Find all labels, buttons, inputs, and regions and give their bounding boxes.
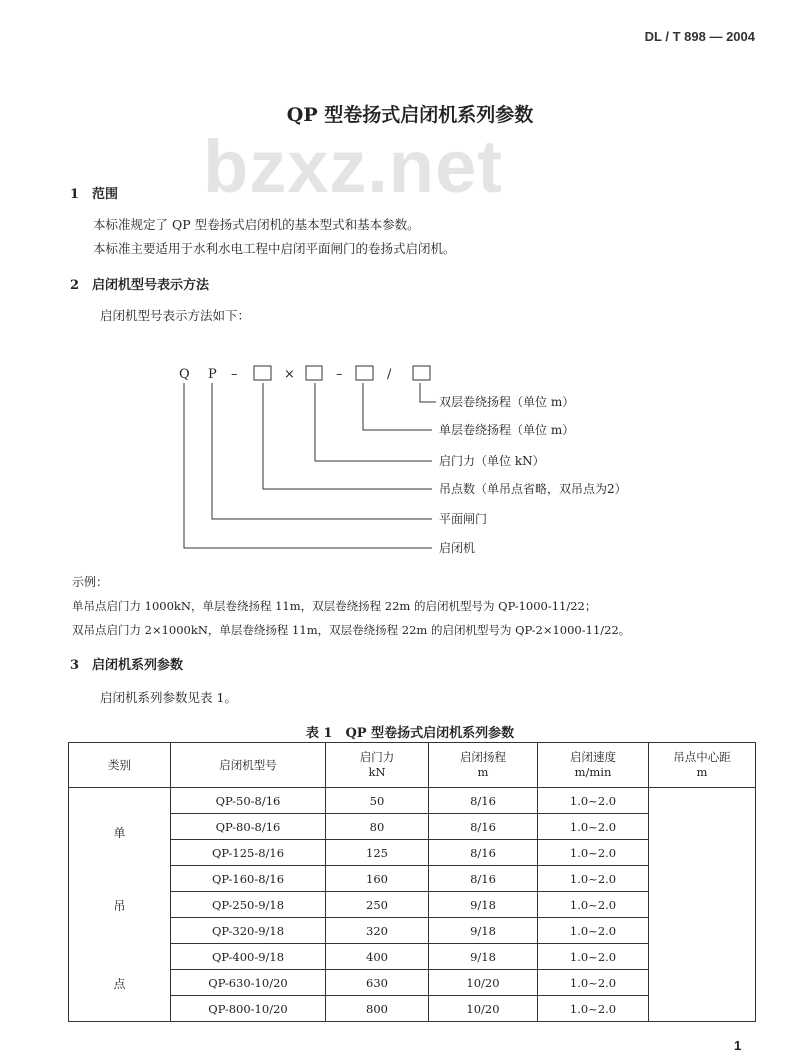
cell-speed: 1.0~2.0: [538, 866, 649, 892]
diagram-dash-2: –: [336, 367, 343, 382]
watermark: bzxz.net: [203, 125, 503, 208]
header-hoist-spacing: [649, 743, 756, 788]
table-row: [69, 788, 756, 814]
label-single-lift: 单层卷绕扬程（单位 m）: [439, 423, 575, 437]
section-number: 1: [70, 187, 80, 202]
header-speed: [538, 743, 649, 788]
parameter-table: [68, 742, 756, 1022]
section-title: 启闭机型号表示方法: [92, 278, 210, 293]
category-char: 吊: [113, 899, 126, 913]
cell-hoist-spacing: [649, 788, 756, 1022]
diagram-dash-1: –: [231, 367, 238, 382]
cell-force: 80: [326, 814, 429, 840]
page-title: QP 型卷扬式启闭机系列参数: [286, 104, 534, 126]
leader-line-gate: [212, 383, 432, 519]
example-line-1: 单吊点启门力 1000kN，单层卷绕扬程 11m，双层卷绕扬程 22m 的启闭机型号为 QP-1000-11/22；: [72, 599, 597, 613]
diagram-times: ×: [284, 367, 295, 382]
diagram-box-hoist-points: [254, 366, 271, 380]
section-3-intro: 启闭机系列参数见表 1。: [100, 690, 237, 705]
header-line: 类别: [108, 757, 131, 772]
section-number: 3: [70, 658, 80, 673]
example-label: 示例：: [72, 575, 109, 589]
cell-force: 400: [326, 944, 429, 970]
section-1-heading: [70, 183, 118, 202]
header-unit: kN: [368, 765, 386, 779]
diagram-q: Q: [179, 367, 190, 382]
leader-line-hoist: [184, 383, 432, 548]
cell-lift: 8/16: [429, 840, 538, 866]
table-caption: 表 1 QP 型卷扬式启闭机系列参数: [305, 726, 515, 741]
cell-speed: 1.0~2.0: [538, 840, 649, 866]
category-char: 单: [113, 826, 126, 840]
section-title: 范围: [92, 187, 119, 202]
label-hoist: 启闭机: [439, 541, 476, 555]
cell-model: QP-400-9/18: [171, 944, 326, 970]
header-line: 启闭扬程: [460, 750, 506, 764]
cell-lift: 9/18: [429, 892, 538, 918]
leader-line-hoist-points: [263, 383, 432, 489]
header-unit: m: [696, 765, 708, 779]
section-2-intro: 启闭机型号表示方法如下：: [100, 308, 251, 323]
cell-lift: 10/20: [429, 996, 538, 1022]
cell-lift: 10/20: [429, 970, 538, 996]
cell-model: QP-160-8/16: [171, 866, 326, 892]
section-1-line-1: 本标准规定了 QP 型卷扬式启闭机的基本型式和基本参数。: [93, 217, 420, 232]
leader-line-force: [315, 383, 432, 461]
label-plane-gate: 平面闸门: [439, 512, 488, 526]
cell-lift: 9/18: [429, 944, 538, 970]
document-code: DL / T 898 — 2004: [644, 29, 755, 44]
example-line-2: 双吊点启门力 2×1000kN，单层卷绕扬程 11m，双层卷绕扬程 22m 的启闭机型号为 QP-2×1000-11/22。: [72, 623, 631, 637]
cell-lift: 8/16: [429, 814, 538, 840]
cell-speed: 1.0~2.0: [538, 918, 649, 944]
table-header-row: [69, 743, 756, 788]
cell-model: QP-50-8/16: [171, 788, 326, 814]
cell-lift: 8/16: [429, 788, 538, 814]
model-designation-diagram: [170, 355, 690, 565]
cell-speed: 1.0~2.0: [538, 814, 649, 840]
diagram-slash: /: [387, 367, 392, 382]
cell-lift: 8/16: [429, 866, 538, 892]
cell-force: 125: [326, 840, 429, 866]
section-3-heading: [70, 654, 183, 673]
cell-speed: 1.0~2.0: [538, 788, 649, 814]
diagram-box-double-lift: [413, 366, 430, 380]
category-char: 点: [113, 977, 126, 991]
label-force: 启门力（单位 kN）: [439, 454, 545, 468]
header-line: 启闭速度: [570, 750, 616, 764]
cell-lift: 9/18: [429, 918, 538, 944]
diagram-p: P: [208, 367, 217, 382]
header-line: 吊点中心距: [673, 750, 731, 764]
cell-force: 250: [326, 892, 429, 918]
header-unit: m: [477, 765, 489, 779]
header-line: 启门力: [359, 750, 395, 764]
cell-speed: 1.0~2.0: [538, 944, 649, 970]
section-2-heading: [70, 274, 209, 293]
header-unit: m/min: [574, 765, 612, 779]
cell-force: 320: [326, 918, 429, 944]
header-line: 启闭机型号: [219, 757, 277, 772]
category-cell: [69, 788, 171, 1022]
header-lift: [429, 743, 538, 788]
header-category: [69, 743, 171, 788]
section-number: 2: [70, 278, 80, 293]
cell-force: 160: [326, 866, 429, 892]
cell-force: 50: [326, 788, 429, 814]
leader-line-double-lift: [420, 383, 436, 402]
label-hoist-points: 吊点数（单吊点省略，双吊点为2）: [439, 482, 627, 496]
cell-speed: 1.0~2.0: [538, 970, 649, 996]
cell-force: 800: [326, 996, 429, 1022]
cell-model: QP-125-8/16: [171, 840, 326, 866]
label-double-lift: 双层卷绕扬程（单位 m）: [439, 395, 575, 409]
cell-force: 630: [326, 970, 429, 996]
cell-speed: 1.0~2.0: [538, 996, 649, 1022]
cell-model: QP-630-10/20: [171, 970, 326, 996]
header-model: [171, 743, 326, 788]
page-number: 1: [734, 1038, 742, 1053]
diagram-box-force: [306, 366, 322, 380]
diagram-box-single-lift: [356, 366, 373, 380]
cell-model: QP-250-9/18: [171, 892, 326, 918]
cell-model: QP-800-10/20: [171, 996, 326, 1022]
header-force: [326, 743, 429, 788]
cell-model: QP-80-8/16: [171, 814, 326, 840]
cell-speed: 1.0~2.0: [538, 892, 649, 918]
section-1-line-2: 本标准主要适用于水利水电工程中启闭平面闸门的卷扬式启闭机。: [93, 241, 456, 256]
leader-line-single-lift: [363, 383, 432, 430]
section-title: 启闭机系列参数: [92, 658, 184, 673]
cell-model: QP-320-9/18: [171, 918, 326, 944]
